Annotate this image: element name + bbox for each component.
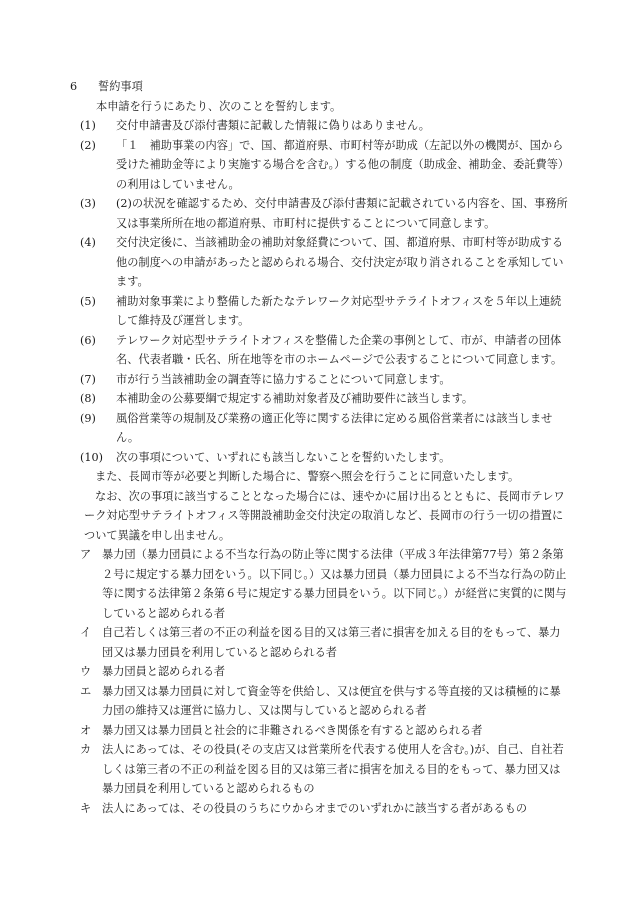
- clause-number: (4): [80, 236, 96, 249]
- clause-5: [70, 292, 570, 331]
- item-label: オ: [80, 723, 92, 737]
- item-label: ア: [80, 548, 92, 561]
- item-label: カ: [80, 743, 92, 756]
- clause-number: (9): [80, 411, 96, 425]
- clause-8: [70, 389, 570, 409]
- item-a: [80, 545, 570, 623]
- clause-text: 補助対象事業により整備した新たなテレワーク対応型サテライトオフィスを５年以上連続して維持及び運営します。: [116, 294, 562, 327]
- police-consent-paragraph: また、長岡市等が必要と判断した場合に、警察へ照会を行うことに同意いたします。: [95, 470, 520, 483]
- item-i: [80, 623, 570, 662]
- clause-number: (7): [80, 372, 96, 386]
- clause-number: (3): [80, 197, 96, 210]
- item-label: ウ: [80, 665, 92, 678]
- clause-number: (1): [80, 119, 96, 132]
- clause-number: (10): [80, 450, 103, 464]
- clause-text: (2)の状況を確認するため、交付申請書及び添付書類に記載されている内容を、国、事務所又は事業所所在地の都道府県、市町村に提供することについて同意します。: [116, 197, 568, 230]
- section-intro: 本申請を行うにあたり、次のことを誓約します。: [96, 99, 342, 113]
- clause-3: [70, 194, 570, 233]
- clause-6: [70, 331, 570, 370]
- item-text: 法人にあっては、その役員のうちにウからオまでのいずれかに該当する者があるもの: [102, 801, 528, 815]
- clause-text: 「１ 補助事業の内容」で、国、都道府県、市町村等が助成（左記以外の機関が、国から受けた補助金等により実施する場合を含む。）する他の制度（助成金、補助金、委託費等）の利用はしていません。: [116, 138, 570, 191]
- section-number: 6: [70, 80, 78, 93]
- clause-text: 次の事項について、いずれにも該当しないことを誓約いたします。: [116, 450, 451, 464]
- clause-10: [70, 448, 570, 468]
- item-text: 暴力団員と認められる者: [102, 665, 226, 678]
- item-text: 法人にあっては、その役員(その支店又は営業所を代表する使用人を含む。)が、自己、自社若しくは第三者の不正の利益を図る目的又は第三者に損害を加える目的をもって、暴力団又は暴力団員を利用していると認められるもの: [102, 743, 564, 795]
- item-label: イ: [80, 626, 92, 639]
- clause-9: [70, 409, 570, 448]
- item-text: 暴力団（暴力団員による不当な行為の防止等に関する法律（平成３年法律第77号）第２条第２号に規定する暴力団をいう。以下同じ。）又は暴力団員（暴力団員による不当な行為の防止等に関する法律第２条第６号に規定する暴力団員をいう。以下同じ。）が経営に実質的に関与していると認められる者: [102, 548, 567, 620]
- clause-number: (6): [80, 333, 96, 347]
- item-e: [80, 682, 570, 721]
- clause-number: (2): [80, 138, 96, 152]
- item-ka: [80, 740, 570, 799]
- section-heading: [70, 77, 570, 97]
- clause-number: (8): [80, 392, 96, 405]
- clause-1: [70, 116, 570, 136]
- clause-2: [70, 136, 570, 195]
- item-text: 暴力団又は暴力団員と社会的に非難されるべき関係を有すると認められる者: [102, 723, 483, 737]
- clause-text: 交付決定後に、当該補助金の補助対象経費について、国、都道府県、市町村等が助成する他の制度への申請があったと認められる場合、交付決定が取り消されることを承知しています。: [116, 236, 564, 288]
- notification-paragraph: なお、次の事項に該当することとなった場合には、速やかに届け出るとともに、長岡市テレワーク対応型サテライトオフィス等開設補助金交付決定の取消しなど、長岡市の行う一切の措置について異議を申し出ません。: [84, 489, 565, 542]
- item-text: 自己若しくは第三者の不正の利益を図る目的又は第三者に損害を加える目的をもって、暴力団又は暴力団員を利用していると認められる者: [102, 626, 561, 659]
- item-text: 暴力団又は暴力団員に対して資金等を供給し、又は便宜を供与する等直接的又は積極的に暴力団の維持又は運営に協力し、又は関与していると認められる者: [102, 684, 561, 717]
- item-label: キ: [80, 801, 92, 815]
- item-label: エ: [80, 684, 92, 698]
- pledge-section: [70, 77, 570, 818]
- clause-text: 本補助金の公募要綱で規定する補助対象者及び補助要件に該当します。: [116, 392, 474, 405]
- item-u: [80, 662, 570, 682]
- clause-4: [70, 233, 570, 292]
- item-o: [80, 721, 570, 741]
- clause-text: 風俗営業等の規制及び業務の適正化等に関する法律に定める風俗営業者には該当しません。: [116, 411, 553, 444]
- clause-text: テレワーク対応型サテライトオフィスを整備した企業の事例として、市が、申請者の団体名、代表者職・氏名、所在地等を市のホームページで公表することについて同意します。: [116, 333, 563, 366]
- clause-text: 市が行う当該補助金の調査等に協力することについて同意します。: [116, 372, 451, 386]
- item-ki: [80, 799, 570, 819]
- section-title: 誓約事項: [98, 80, 143, 93]
- clause-7: [70, 370, 570, 390]
- clause-number: (5): [80, 294, 96, 308]
- clause-text: 交付申請書及び添付書類に記載した情報に偽りはありません。: [116, 119, 430, 132]
